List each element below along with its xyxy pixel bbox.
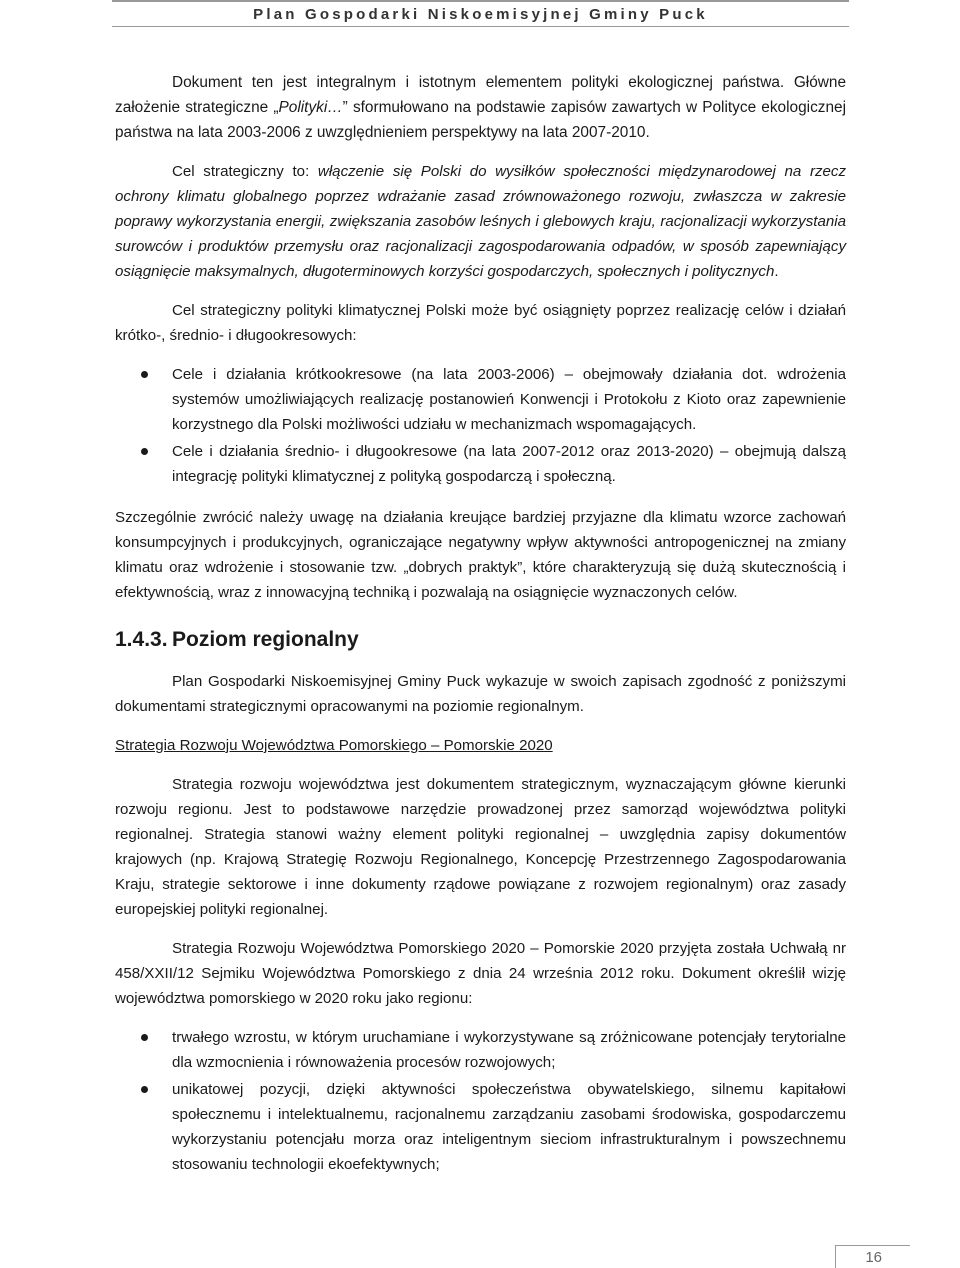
page-number-box [835,1245,910,1268]
section-number: 1.4.3. [115,628,168,651]
paragraph-practices: Szczególnie zwrócić należy uwagę na działania kreujące bardziej przyjazne dla klimatu wzorce zachowań konsumpcyjnych i produkcyjnych, ograniczające negatywny wpływ aktywności antropogenicznej na zmiany klimatu oraz wdrożenie i stosowanie tzw. „dobrych praktyk”, które charakteryzują się dużą skutecznością i efektywnością, wraz z innowacyjną techniką i pozwalają na osiągnięcie wyznaczonych celów. [115,509,846,601]
header-rule-bottom [112,26,849,27]
page-header [112,0,849,28]
bullet-icon [141,371,148,378]
section-heading [115,625,846,655]
paragraph-strategy-description: Strategia rozwoju województwa jest dokumentem strategicznym, wyznaczającym główne kierunki rozwoju regionu. Jest to podstawowe narzędzie prowadzonej przez samorząd województwa polityki regionalnej. Strategia stanowi ważny element polityki regionalnej – uwzględnia zapisy dokumentów krajowych (np. Krajową Strategię Rozwoju Regionalnego, Koncepcję Przestrzennego Zagospodarowania Kraju, strategie sektorowe i inne dokumenty rządowe powiązane z rozwojem regionalnym) oraz zasady europejskiej polityki regionalnej. [115,776,846,918]
list-item-text: Cele i działania średnio- i długookresowe (na lata 2007-2012 oraz 2013-2020) – obejmują dalszą integrację polityki klimatycznej z polityką gospodarczą i społeczną. [172,443,846,485]
strategic-goal-lead: Cel strategiczny to: [172,163,318,180]
section-title: Poziom regionalny [172,628,359,651]
list-item [115,1077,846,1177]
strategic-goal-end: . [774,263,779,280]
list-item-text: unikatowej pozycji, dzięki aktywności społeczeństwa obywatelskiego, silnemu kapitałowi społecznemu i intelektualnemu, racjonalnemu zarządzaniu zasobami środowiska, gospodarczemu wykorzystaniu potencjału morza oraz inteligentnym sieciom infrastrukturalnym i powszechnemu stosowaniu technologii ekoefektywnych; [172,1081,846,1173]
list-item-text: trwałego wzrostu, w którym uruchamiane i wykorzystywane są zróżnicowane potencjały terytorialne dla wzmocnienia i równoważenia procesów rozwojowych; [172,1029,846,1071]
list-item [115,1025,846,1075]
paragraph-regional: Plan Gospodarki Niskoemisyjnej Gminy Puck wykazuje w swoich zapisach zgodność z poniższymi dokumentami strategicznymi opracowanymi na poziomie regionalnym. [115,673,846,715]
paragraph-strategic-goal [115,159,846,284]
list-item [115,362,846,437]
strategic-goal-italic: włączenie się Polski do wysiłków społeczności międzynarodowej na rzecz ochrony klimatu globalnego poprzez wdrażanie zasad zrównoważonego rozwoju, zwłaszcza w zakresie poprawy wykorzystania energii, zwiększania zasobów leśnych i glebowych kraju, racjonalizacji wykorzystania surowców i produktów przemysłu oraz racjonalizacji zagospodarowania odpadów, w sposób zapewniający osiągnięcie maksymalnych, długoterminowych korzyści gospodarczych, społecznych i politycznych [115,163,847,280]
paragraph-strategy-adoption: Strategia Rozwoju Województwa Pomorskiego 2020 – Pomorskie 2020 przyjęta została Uchwałą nr 458/XXII/12 Sejmiku Województwa Pomorskiego z dnia 24 września 2012 roku. Dokument określił wizję województwa pomorskiego w 2020 roku jako regionu: [115,940,846,1007]
list-item-text: Cele i działania krótkookresowe (na lata 2003-2006) – obejmowały działania dot. wdrożenia systemów umożliwiających realizację postanowień Konwencji i Protokołu z Kioto oraz zapewnienie korzystnego dla Polski możliwości udziału w mechanizmach wspomagających. [172,366,846,433]
bullet-list-vision [115,1025,846,1177]
paragraph-intro-text-2: ” sformułowano na podstawie zapisów zawartych w Polityce ekologicznej państwa na lata 2003-2006 z uwzględnieniem perspektywy na lata 2007-2010. [115,99,847,141]
bullet-icon [141,1086,148,1093]
paragraph-intro [115,70,846,145]
bullet-icon [141,1034,148,1041]
header-title: Plan Gospodarki Niskoemisyjnej Gminy Puck [253,6,708,23]
list-item [115,439,846,489]
paragraph-intro-text-1: Dokument ten jest integralnym i istotnym elementem polityki ekologicznej państwa. Główne założenie strategiczne „ [115,74,846,116]
bullet-list-goals [115,362,846,489]
document-body [115,70,846,1179]
header-rule-top [112,0,849,2]
paragraph-climate-policy: Cel strategiczny polityki klimatycznej Polski może być osiągnięty poprzez realizację celów i działań krótko-, średnio- i długookresowych: [115,302,846,344]
subheading-pomorskie-2020: Strategia Rozwoju Województwa Pomorskiego – Pomorskie 2020 [115,737,553,754]
paragraph-intro-italic: Polityki… [278,99,343,116]
page-number: 16 [865,1249,882,1266]
bullet-icon [141,448,148,455]
